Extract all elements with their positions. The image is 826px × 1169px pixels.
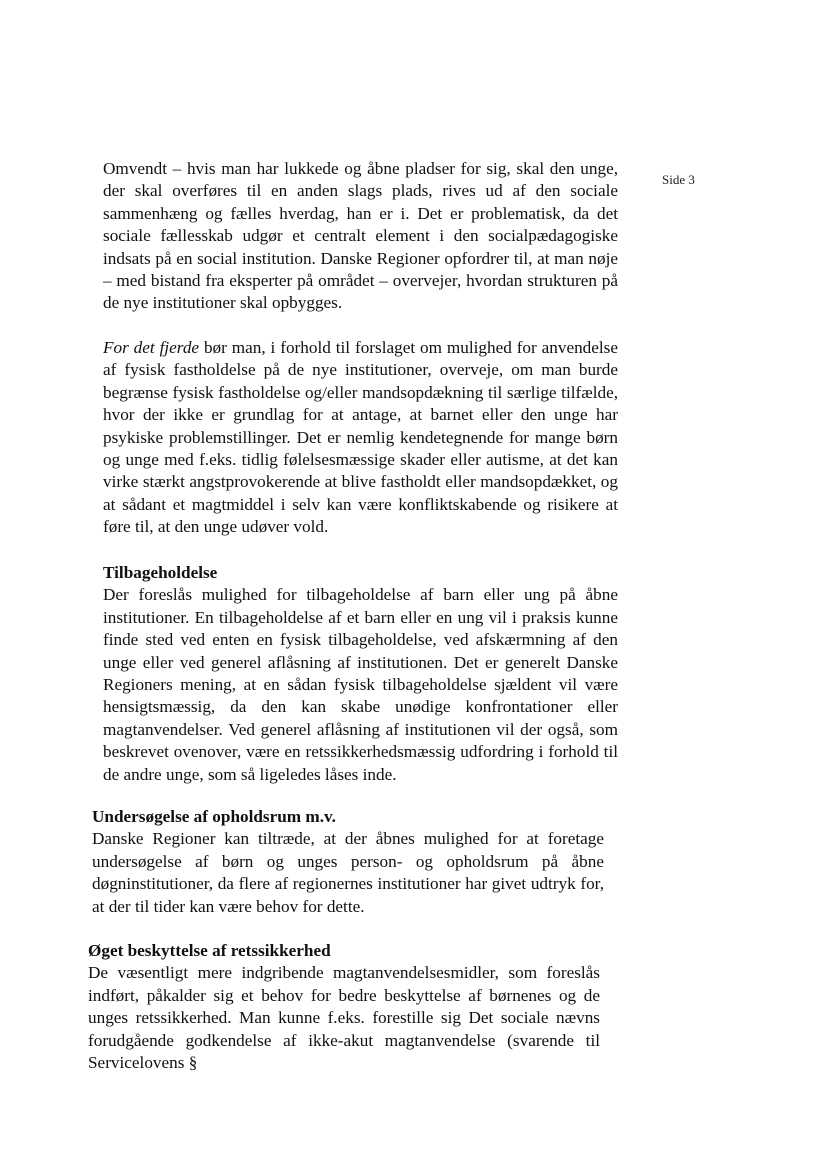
section-body: Danske Regioner kan tiltræde, at der åbnes mulighed for at foretage undersøgelse af børn og unges person- og opholdsrum på åbne døgninstitutioner, da flere af regionernes institutioner har givet udtryk for, at der til tider kan være behov for dette. [92, 829, 604, 916]
section-tilbageholdelse [103, 562, 618, 786]
section-body: De væsentligt mere indgribende magtanvendelsesmidler, som foreslås indført, påkalder sig et behov for bedre beskyttelse af børnenes og de unges retssikkerhed. Man kunne f.eks. forestille sig Det sociale nævns forudgående godkendelse af ikke-akut magtanvendelse (svarende til Servicelovens § [88, 963, 600, 1073]
paragraph-lead-italic: For det fjerde [103, 338, 200, 357]
section-body: Der foreslås mulighed for tilbageholdelse af barn eller ung på åbne institutioner. En tilbageholdelse af et barn eller en ung vil i praksis kunne finde sted ved enten en fysisk tilbageholdelse, ved afskærmning af den unge eller ved generel aflåsning af institutionen. Det er generelt Danske Regioners mening, at en sådan fysisk tilbageholdelse sjældent vil være hensigtsmæssig, da den kan skabe unødige konfrontationer eller magtanvendelser. Ved generel aflåsning af institutionen vil der også, som beskrevet ovenover, være en retssikkerhedsmæssig udfordring i forhold til de andre unge, som så ligeledes låses inde. [103, 585, 618, 784]
section-heading: Øget beskyttelse af retssikkerhed [88, 941, 331, 960]
section-retssikkerhed [88, 940, 600, 1074]
section-heading: Undersøgelse af opholdsrum m.v. [92, 807, 336, 826]
page-number-label: Side 3 [662, 172, 695, 187]
section-heading: Tilbageholdelse [103, 563, 218, 582]
section-undersoegelse [92, 806, 604, 918]
paragraph-text: Omvendt – hvis man har lukkede og åbne pladser for sig, skal den unge, der skal overføres til en anden slags plads, rives ud af den sociale sammenhæng og fælles hverdag, han er i. Det er problematisk, da det sociale fællesskab udgør et centralt element i den socialpædagogiske indsats på en social institution. Danske Regioner opfordrer til, at man nøje – med bistand fra eksperter på området – overvejer, hvordan strukturen på de nye institutioner skal opbygges. [103, 159, 618, 313]
paragraph-structure [103, 158, 618, 315]
paragraph-text: bør man, i forhold til forslaget om mulighed for anvendelse af fysisk fastholdelse på de nye institutioner, overveje, om man burde begrænse fysisk fastholdelse og/eller mandsopdækning til særlige tilfælde, hvor der ikke er grundlag for at antage, at barnet eller den unge har psykiske problemstillinger. Det er nemlig kendetegnende for mange børn og unge med f.eks. tidlig følelsesmæssige skader eller autisme, at det kan virke stærkt angstprovokerende at blive fastholdt eller mandsopdækket, og at sådant et magtmiddel i selv kan være konfliktskabende og risikere at føre til, at den unge udøver vold. [103, 338, 618, 537]
paragraph-physical-restraint [103, 337, 618, 539]
